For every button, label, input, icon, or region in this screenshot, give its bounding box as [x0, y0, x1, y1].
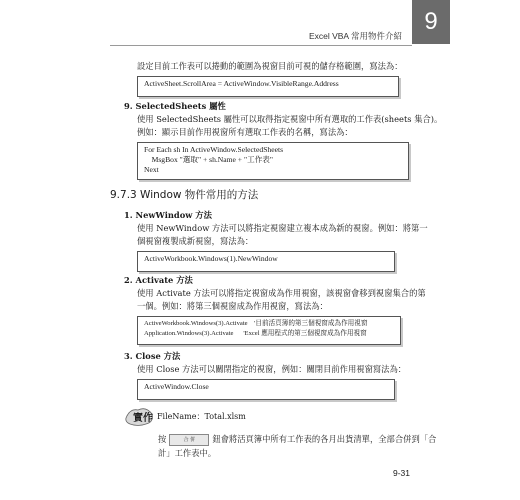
page-number: 9-31 — [392, 468, 410, 478]
code-line: Application.Windows(3).Activate 'Excel 應用程式的第三個視窗成為作用視窗 — [144, 330, 367, 337]
section-heading: 9.7.3 Window 物件常用的方法 — [110, 189, 259, 201]
chapter-tab: 9 — [412, 0, 450, 44]
intro-text: 設定目前工作表可以捲動的範圍為視窗目前可視的儲存格範圍，寫法為： — [137, 61, 403, 71]
code-line: MsgBox "選取" + sh.Name + "工作表" — [144, 155, 273, 164]
code-line: ActiveWindow.Close — [144, 382, 209, 391]
code-block-scrollarea — [137, 76, 399, 97]
code-line: ActiveWorkbook.Windows(1).NewWindow — [144, 254, 278, 263]
code-line: For Each sh In ActiveWindow.SelectedSheets — [144, 145, 284, 154]
item-1-line-1: 使用 NewWindow 方法可以將指定視窗建立複本成為新的視窗。例如：將第一 — [137, 223, 428, 233]
code-line: ActiveWorkbook.Windows(3).Activate '目前活頁簿的第三個視窗成為作用視窗 — [144, 320, 368, 327]
item-2-title: 2. Activate 方法 — [124, 275, 193, 285]
header-rule — [110, 45, 412, 46]
item-9-line-1: 使用 SelectedSheets 屬性可以取得指定視窗中所有選取的工作表(sheets 集合)。 — [137, 114, 443, 124]
practice-line-1 — [158, 433, 436, 446]
running-header: Excel VBA 常用物件介紹 — [308, 31, 402, 41]
code-line: ActiveSheet.ScrollArea = ActiveWindow.VisibleRange.Address — [144, 79, 339, 88]
code-block-activate — [137, 316, 401, 345]
practice-label: 實作 — [133, 413, 153, 424]
practice-text: 按 — [158, 434, 167, 444]
practice-filename: FileName：Total.xlsm — [157, 412, 246, 421]
code-block-close — [137, 379, 395, 400]
item-9-title: 9. SelectedSheets 屬性 — [124, 101, 226, 111]
item-2-line-1: 使用 Activate 方法可以將指定視窗成為作用視窗，該視窗會移到視窗集合的第 — [137, 288, 426, 298]
item-9-line-2: 例如：顯示目前作用視窗所有選取工作表的名稱，寫法為： — [137, 127, 353, 137]
item-1-title: 1. NewWindow 方法 — [124, 210, 212, 220]
code-block-selectedsheets — [137, 142, 409, 180]
merge-button-image: 合 併 — [169, 434, 209, 446]
code-line: Next — [144, 165, 159, 174]
item-3-title: 3. Close 方法 — [124, 351, 181, 361]
practice-text: 鈕會將活頁簿中所有工作表的各月出貨清單，全部合併到「合 — [212, 434, 437, 444]
practice-line-2: 計」工作表中。 — [158, 448, 217, 458]
item-1-line-2: 個視窗複製成新視窗，寫法為： — [137, 236, 254, 246]
code-block-newwindow — [137, 251, 395, 272]
item-2-line-2: 一個。例如：將第三個視窗成為作用視窗，寫法為： — [137, 301, 328, 311]
item-3-line-1: 使用 Close 方法可以關閉指定的視窗，例如：關閉目前作用視窗寫法為： — [137, 364, 407, 374]
